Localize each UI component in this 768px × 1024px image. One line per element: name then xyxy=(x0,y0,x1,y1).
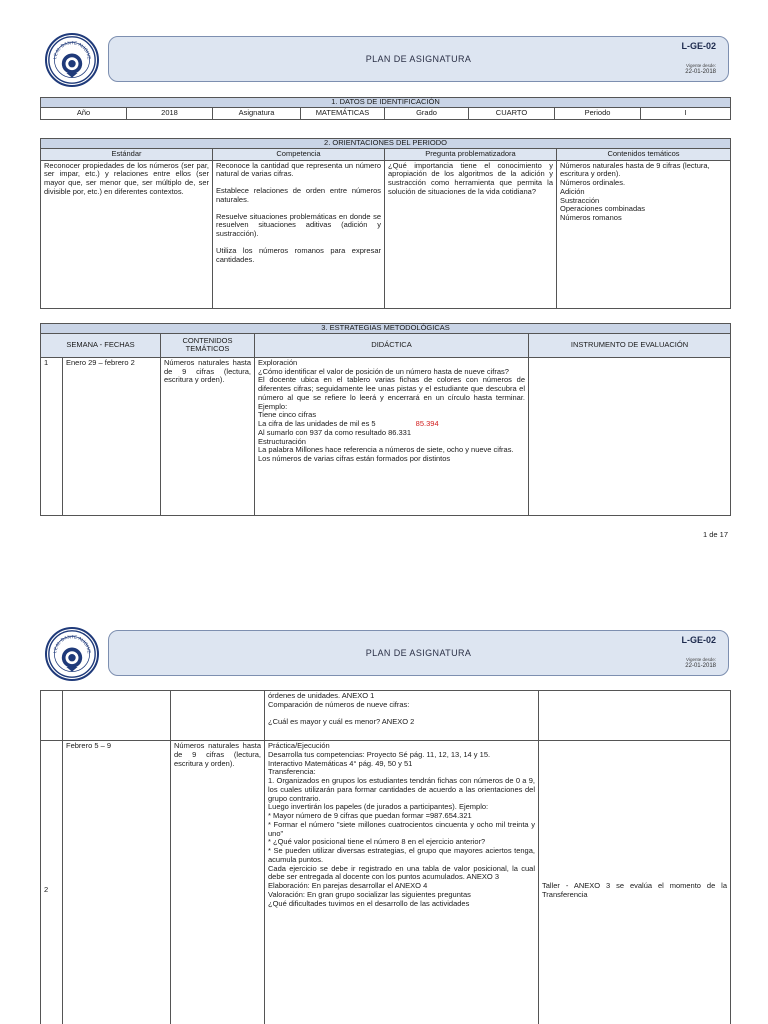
week-content: Números naturales hasta de 9 cifras (lectura, escritura y orden). xyxy=(171,741,265,1024)
cont-empty xyxy=(171,691,265,741)
grado-value: CUARTO xyxy=(469,107,555,119)
section-3-title: 3. ESTRATEGIAS METODOLÓGICAS xyxy=(41,324,731,334)
contenido-item: Números romanos xyxy=(560,213,622,223)
cont-empty xyxy=(539,691,731,741)
didactica-line: Valoración: En gran grupo socializar las siguientes preguntas xyxy=(268,890,471,900)
vigente-date: 22-01-2018 xyxy=(685,663,716,669)
contenido-item: Números naturales hasta de 9 cifras (lectura, escritura y orden). xyxy=(560,160,710,179)
didactica-line: Transferencia: xyxy=(268,767,316,777)
col-semana: SEMANA - FECHAS xyxy=(41,333,161,357)
week-dates: Febrero 5 – 9 xyxy=(63,741,171,1024)
contenido-item: Sustracción xyxy=(560,195,600,205)
periodo-label: Periodo xyxy=(555,107,641,119)
didactica-line: Estructuración xyxy=(258,436,306,446)
doc-title: PLAN DE ASIGNATURA xyxy=(365,54,472,64)
instrumento-cell: Taller - ANEXO 3 se evalúa el momento de la Transferencia xyxy=(539,741,731,1024)
didactica-line: * ¿Qué valor posicional tiene el número 8 en el ejercicio anterior? xyxy=(268,837,486,847)
week-content: Números naturales hasta de 9 cifras (lectura, escritura y orden). xyxy=(161,357,255,515)
competencia-item: Reconoce la cantidad que representa un número natural de varias cifras. xyxy=(216,160,381,179)
week-number: 1 xyxy=(41,357,63,515)
didactica-line: Desarrolla tus competencias: Proyecto Sé pág. 11, 12, 13, 14 y 15. xyxy=(268,749,491,759)
didactica-line: Los números de varias cifras están formados por distintos xyxy=(258,454,451,464)
didactica-line: Tiene cinco cifras xyxy=(258,410,317,420)
doc-title: PLAN DE ASIGNATURA xyxy=(365,648,472,658)
vigente-date: 22-01-2018 xyxy=(685,69,716,75)
col-competencia: Competencia xyxy=(213,148,385,160)
col-instrumento: INSTRUMENTO DE EVALUACIÓN xyxy=(529,333,731,357)
didactica-line: * Se pueden utilizar diversas estrategias, el grupo que mayores aciertos tenga, acumula puntos. xyxy=(268,846,535,864)
doc-code: L-GE-02 xyxy=(681,635,716,645)
estrategias-table-continued xyxy=(40,690,731,1024)
didactica-line: La palabra Millones hace referencia a números de siete, ocho y nueve cifras. xyxy=(258,445,514,455)
didactica-line: 1. Organizados en grupos los estudiantes tendrán fichas con números de 0 a 9, los cuales utilizarán para formar cantidades de acuerdo a las orientaciones del grupo contrario. xyxy=(268,776,535,803)
competencia-item: Resuelve situaciones problemáticas en donde se resuelven situaciones aditivas (adición y sustracción). xyxy=(216,211,381,239)
didactica-line: órdenes de unidades. ANEXO 1 xyxy=(268,691,375,700)
cont-empty xyxy=(63,691,171,741)
didactica-cell xyxy=(265,741,539,1024)
col-estandar: Estándar xyxy=(41,148,213,160)
didactica-line: Luego invertirán los papeles (de jurados a participantes). Ejemplo: xyxy=(268,802,489,812)
asignatura-value: MATEMÁTICAS xyxy=(301,107,385,119)
answer-number: 85.394 xyxy=(415,419,439,429)
week-number: 2 xyxy=(41,741,63,1024)
section-2-title: 2. ORIENTACIONES DEL PERIODO xyxy=(41,139,731,149)
didactica-clue: La cifra de las unidades de mil es 5 xyxy=(258,419,376,429)
vigente-label: Vigente desde: xyxy=(686,63,716,68)
didactica-line: * Mayor número de 9 cifras que puedan formar =987.654.321 xyxy=(268,811,472,821)
didactica-line: Al sumarlo con 937 da como resultado 86.331 xyxy=(258,427,412,437)
asignatura-label: Asignatura xyxy=(213,107,301,119)
periodo-value: I xyxy=(641,107,731,119)
col-didactica: DIDÁCTICA xyxy=(255,333,529,357)
doc-code: L-GE-02 xyxy=(681,41,716,51)
cont-empty xyxy=(41,691,63,741)
didactica-line: Cada ejercicio se debe ir registrado en una tabla de valor posicional, la cual debe ser entregada al docente con los puntos acumulados. ANEXO 3 xyxy=(268,863,535,882)
competencia-item: Utiliza los números romanos para expresar cantidades. xyxy=(216,245,381,264)
col-contenidos-tematicos: CONTENIDOS TEMÁTICOS xyxy=(161,333,255,357)
school-seal-icon xyxy=(47,629,97,679)
ano-value: 2018 xyxy=(127,107,213,119)
contenido-item: Números ordinales. xyxy=(560,178,626,188)
col-pregunta: Pregunta problematizadora xyxy=(385,148,557,160)
vigente-label: Vigente desde: xyxy=(686,657,716,662)
didactica-line: Práctica/Ejecución xyxy=(268,741,330,750)
ano-label: Año xyxy=(41,107,127,119)
estandar-text: Reconocer propiedades de los números (ser par, ser impar, etc.) y relaciones entre ellos (ser mayor que, ser menor que, ser múltiplo de, ser divisible por, etc.) en diferentes contextos. xyxy=(41,160,213,308)
didactica-line: ¿Cómo identificar el valor de posición de un número hasta de nueve cifras? xyxy=(258,366,509,376)
didactica-line: ¿Qué dificultades tuvimos en el desarrollo de las actividades xyxy=(268,898,470,908)
didactica-line: Comparación de números de nueve cifras: xyxy=(268,699,410,709)
svg-text:I.E.N. DANTE ALIGHIERI: I.E.N. DANTE ALIGHIE xyxy=(52,634,92,654)
contenido-item: Operaciones combinadas xyxy=(560,204,646,214)
didactica-line: Exploración xyxy=(258,357,298,367)
svg-text:I.E.N. DANTE ALIGHIERI: I.E.N. DANTE ALIGHIE xyxy=(52,40,92,60)
section-1-title: 1. DATOS DE IDENTIFICACIÓN xyxy=(41,98,731,108)
week-dates: Enero 29 – febrero 2 xyxy=(63,357,161,515)
contenido-item: Adición xyxy=(560,186,585,196)
didactica-line: Elaboración: En parejas desarrollar el ANEXO 4 xyxy=(268,881,428,891)
continuation-cell xyxy=(265,691,539,741)
grado-label: Grado xyxy=(385,107,469,119)
school-logo xyxy=(45,627,99,681)
didactica-line: ¿Cuál es mayor y cuál es menor? ANEXO 2 xyxy=(268,716,415,726)
didactica-line: Interactivo Matemáticas 4° pág. 49, 50 y 51 xyxy=(268,758,413,768)
header-box xyxy=(108,630,729,676)
pregunta-text: ¿Qué importancia tiene el conocimiento y apropiación de los algoritmos de la adición y sustracción como herramienta que permita la solución de situaciones de la vida cotidiana? xyxy=(385,160,557,308)
didactica-line: El docente ubica en el tablero varias fichas de colores con números de diferentes cifras; seguidamente lee unas pistas y el estudiante que descubra el número al que se refiere lo leerá y encerrará en un círculo hasta terminar. Ejemplo: xyxy=(258,375,525,411)
col-contenidos: Contenidos temáticos xyxy=(557,148,731,160)
didactica-line: * Formar el número "siete millones cuatrocientos cincuenta y ocho mil treinta y uno" xyxy=(268,819,535,838)
competencia-item: Establece relaciones de orden entre números naturales. xyxy=(216,186,381,204)
page-number: 1 de 17 xyxy=(702,530,728,539)
